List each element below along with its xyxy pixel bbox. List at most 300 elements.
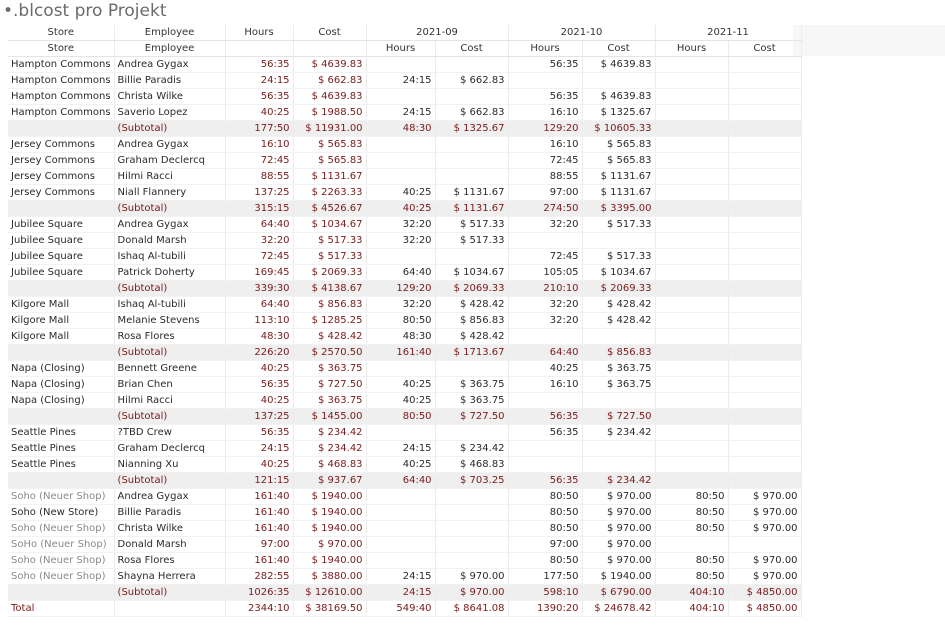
cell-store[interactable]: Total	[8, 601, 114, 617]
cell-2021-11-cost[interactable]	[728, 217, 801, 233]
cell-2021-10-cost[interactable]: $ 10605.33	[582, 121, 655, 137]
cell-2021-11-cost[interactable]	[728, 457, 801, 473]
cell-2021-11-cost[interactable]: $ 4850.00	[728, 585, 801, 601]
cell-hours[interactable]: 56:35	[225, 377, 293, 393]
cell-2021-09-hours[interactable]: 129:20	[366, 281, 435, 297]
cell-employee[interactable]: Patrick Doherty	[114, 265, 225, 281]
cell-hours[interactable]: 161:40	[225, 505, 293, 521]
cell-2021-09-hours[interactable]: 40:25	[366, 377, 435, 393]
cell-hours[interactable]: 56:35	[225, 89, 293, 105]
cell-2021-09-hours[interactable]: 64:40	[366, 473, 435, 489]
cell-employee[interactable]: Hilmi Racci	[114, 169, 225, 185]
cell-2021-11-cost[interactable]: $ 970.00	[728, 505, 801, 521]
cell-2021-10-hours[interactable]: 274:50	[508, 201, 582, 217]
cell-2021-10-cost[interactable]: $ 970.00	[582, 521, 655, 537]
cell-2021-11-cost[interactable]	[728, 137, 801, 153]
cell-2021-11-cost[interactable]	[728, 377, 801, 393]
cell-2021-11-hours[interactable]	[655, 345, 728, 361]
col-header-month-2021-09[interactable]: 2021-09	[366, 25, 508, 41]
cell-2021-11-cost[interactable]	[728, 297, 801, 313]
cell-hours[interactable]: 40:25	[225, 393, 293, 409]
cell-2021-11-cost[interactable]: $ 970.00	[728, 553, 801, 569]
cell-2021-11-hours[interactable]	[655, 57, 728, 73]
cell-employee[interactable]: Graham Declercq	[114, 441, 225, 457]
cell-2021-09-cost[interactable]: $ 970.00	[435, 569, 508, 585]
cell-cost[interactable]: $ 1940.00	[293, 489, 366, 505]
cell-2021-10-hours[interactable]: 210:10	[508, 281, 582, 297]
col-header-hours[interactable]: Hours	[225, 25, 293, 41]
cell-hours[interactable]: 64:40	[225, 217, 293, 233]
cell-store[interactable]	[8, 281, 114, 297]
cell-2021-11-hours[interactable]	[655, 329, 728, 345]
col-header-month-2021-11[interactable]: 2021-11	[655, 25, 801, 41]
cell-hours[interactable]: 97:00	[225, 537, 293, 553]
cell-hours[interactable]: 24:15	[225, 441, 293, 457]
cell-2021-11-hours[interactable]	[655, 425, 728, 441]
cell-2021-11-hours[interactable]	[655, 265, 728, 281]
cell-2021-09-cost[interactable]: $ 727.50	[435, 409, 508, 425]
cell-cost[interactable]: $ 4526.67	[293, 201, 366, 217]
col-header-month-2021-10[interactable]: 2021-10	[508, 25, 655, 41]
cell-store[interactable]	[8, 409, 114, 425]
cell-hours[interactable]: 40:25	[225, 361, 293, 377]
cell-2021-10-hours[interactable]: 80:50	[508, 505, 582, 521]
cell-2021-10-cost[interactable]: $ 517.33	[582, 249, 655, 265]
cell-2021-09-hours[interactable]: 161:40	[366, 345, 435, 361]
cell-store[interactable]: Kilgore Mall	[8, 329, 114, 345]
cell-employee[interactable]: Andrea Gygax	[114, 137, 225, 153]
col-header-employee[interactable]: Employee	[114, 25, 225, 41]
cell-2021-09-cost[interactable]: $ 468.83	[435, 457, 508, 473]
cell-store[interactable]: Jersey Commons	[8, 169, 114, 185]
cell-store[interactable]: Napa (Closing)	[8, 361, 114, 377]
cell-2021-09-cost[interactable]	[435, 553, 508, 569]
cell-2021-11-hours[interactable]	[655, 137, 728, 153]
cell-cost[interactable]: $ 1988.50	[293, 105, 366, 121]
cell-employee[interactable]: Rosa Flores	[114, 329, 225, 345]
cell-2021-09-hours[interactable]: 40:25	[366, 393, 435, 409]
cell-hours[interactable]: 40:25	[225, 457, 293, 473]
cell-2021-10-hours[interactable]: 32:20	[508, 297, 582, 313]
cell-2021-10-hours[interactable]: 56:35	[508, 425, 582, 441]
cell-2021-11-hours[interactable]	[655, 121, 728, 137]
cell-cost[interactable]: $ 1940.00	[293, 505, 366, 521]
cell-hours[interactable]: 282:55	[225, 569, 293, 585]
cell-cost[interactable]: $ 2263.33	[293, 185, 366, 201]
cell-2021-10-cost[interactable]: $ 4639.83	[582, 89, 655, 105]
cell-store[interactable]: Jubilee Square	[8, 233, 114, 249]
cell-2021-09-cost[interactable]: $ 970.00	[435, 585, 508, 601]
cell-hours[interactable]: 1026:35	[225, 585, 293, 601]
cell-2021-11-cost[interactable]	[728, 121, 801, 137]
cell-2021-10-cost[interactable]: $ 428.42	[582, 313, 655, 329]
cell-employee[interactable]: (Subtotal)	[114, 473, 225, 489]
cell-2021-10-hours[interactable]: 80:50	[508, 553, 582, 569]
cell-2021-10-hours[interactable]	[508, 457, 582, 473]
cell-hours[interactable]: 48:30	[225, 329, 293, 345]
cell-2021-11-hours[interactable]	[655, 313, 728, 329]
cell-2021-09-hours[interactable]: 32:20	[366, 217, 435, 233]
cell-2021-11-hours[interactable]	[655, 537, 728, 553]
cell-2021-10-cost[interactable]	[582, 73, 655, 89]
cell-cost[interactable]: $ 363.75	[293, 393, 366, 409]
cell-2021-11-hours[interactable]: 80:50	[655, 505, 728, 521]
col-header-10-hours[interactable]: Hours	[508, 41, 582, 57]
cell-employee[interactable]: Saverio Lopez	[114, 105, 225, 121]
cell-store[interactable]: Kilgore Mall	[8, 313, 114, 329]
col-header-store[interactable]: Store	[8, 25, 114, 41]
cell-2021-11-hours[interactable]	[655, 89, 728, 105]
cell-employee[interactable]: Nianning Xu	[114, 457, 225, 473]
cell-2021-11-cost[interactable]	[728, 57, 801, 73]
cell-cost[interactable]: $ 3880.00	[293, 569, 366, 585]
cell-2021-10-cost[interactable]: $ 234.42	[582, 473, 655, 489]
cell-2021-09-hours[interactable]	[366, 489, 435, 505]
cell-2021-10-cost[interactable]: $ 970.00	[582, 489, 655, 505]
cell-store[interactable]: Hampton Commons	[8, 73, 114, 89]
cell-2021-09-hours[interactable]: 32:20	[366, 297, 435, 313]
cell-employee[interactable]: Donald Marsh	[114, 233, 225, 249]
cell-2021-09-cost[interactable]: $ 2069.33	[435, 281, 508, 297]
cell-store[interactable]: Hampton Commons	[8, 105, 114, 121]
cell-2021-10-hours[interactable]: 80:50	[508, 489, 582, 505]
cell-hours[interactable]: 137:25	[225, 409, 293, 425]
cell-employee[interactable]: Andrea Gygax	[114, 57, 225, 73]
cell-2021-11-hours[interactable]	[655, 441, 728, 457]
cell-2021-09-cost[interactable]: $ 1131.67	[435, 201, 508, 217]
cell-2021-09-hours[interactable]: 80:50	[366, 313, 435, 329]
cell-employee[interactable]: (Subtotal)	[114, 585, 225, 601]
cell-2021-11-cost[interactable]	[728, 233, 801, 249]
cell-2021-10-cost[interactable]: $ 1131.67	[582, 185, 655, 201]
cell-2021-11-cost[interactable]	[728, 169, 801, 185]
cell-2021-11-hours[interactable]	[655, 393, 728, 409]
cell-employee[interactable]: (Subtotal)	[114, 409, 225, 425]
cell-2021-10-hours[interactable]: 16:10	[508, 377, 582, 393]
cell-2021-09-cost[interactable]: $ 428.42	[435, 297, 508, 313]
cell-cost[interactable]: $ 565.83	[293, 137, 366, 153]
cell-2021-09-hours[interactable]: 48:30	[366, 121, 435, 137]
cell-2021-11-hours[interactable]: 80:50	[655, 489, 728, 505]
cell-2021-09-hours[interactable]	[366, 249, 435, 265]
cell-employee[interactable]: Ishaq Al-tubili	[114, 249, 225, 265]
cell-2021-10-cost[interactable]	[582, 233, 655, 249]
cell-cost[interactable]: $ 1940.00	[293, 553, 366, 569]
cell-2021-11-hours[interactable]	[655, 73, 728, 89]
cell-2021-09-hours[interactable]	[366, 169, 435, 185]
cell-employee[interactable]: ?TBD Crew	[114, 425, 225, 441]
cell-store[interactable]: Napa (Closing)	[8, 377, 114, 393]
cell-2021-11-hours[interactable]	[655, 249, 728, 265]
cell-2021-09-hours[interactable]: 32:20	[366, 233, 435, 249]
cell-store[interactable]: Napa (Closing)	[8, 393, 114, 409]
cell-2021-11-cost[interactable]: $ 970.00	[728, 521, 801, 537]
cell-2021-11-cost[interactable]	[728, 537, 801, 553]
cell-2021-10-cost[interactable]: $ 6790.00	[582, 585, 655, 601]
cell-store[interactable]: Jersey Commons	[8, 137, 114, 153]
cell-2021-09-hours[interactable]	[366, 553, 435, 569]
cell-store[interactable]: Jubilee Square	[8, 249, 114, 265]
cell-2021-10-hours[interactable]: 105:05	[508, 265, 582, 281]
cell-store[interactable]: Soho (New Store)	[8, 505, 114, 521]
cell-hours[interactable]: 56:35	[225, 57, 293, 73]
cell-2021-09-cost[interactable]: $ 428.42	[435, 329, 508, 345]
cell-hours[interactable]: 2344:10	[225, 601, 293, 617]
cell-2021-09-hours[interactable]: 549:40	[366, 601, 435, 617]
cell-2021-11-hours[interactable]	[655, 185, 728, 201]
cell-2021-10-hours[interactable]	[508, 441, 582, 457]
cell-hours[interactable]: 16:10	[225, 137, 293, 153]
cell-employee[interactable]: Graham Declercq	[114, 153, 225, 169]
cell-2021-10-hours[interactable]	[508, 73, 582, 89]
cell-hours[interactable]: 32:20	[225, 233, 293, 249]
cell-cost[interactable]: $ 727.50	[293, 377, 366, 393]
cell-2021-11-hours[interactable]	[655, 409, 728, 425]
cell-2021-10-hours[interactable]	[508, 233, 582, 249]
cell-hours[interactable]: 161:40	[225, 553, 293, 569]
cell-2021-09-hours[interactable]	[366, 361, 435, 377]
cell-2021-10-hours[interactable]: 56:35	[508, 89, 582, 105]
cell-2021-09-cost[interactable]	[435, 425, 508, 441]
cell-2021-11-hours[interactable]	[655, 377, 728, 393]
cell-2021-10-hours[interactable]: 97:00	[508, 537, 582, 553]
col-header-09-hours[interactable]: Hours	[366, 41, 435, 57]
cell-store[interactable]: Jubilee Square	[8, 217, 114, 233]
cell-cost[interactable]: $ 4639.83	[293, 57, 366, 73]
cell-hours[interactable]: 315:15	[225, 201, 293, 217]
cell-2021-09-cost[interactable]	[435, 505, 508, 521]
cell-2021-11-hours[interactable]	[655, 281, 728, 297]
cell-2021-10-cost[interactable]: $ 2069.33	[582, 281, 655, 297]
cell-2021-11-hours[interactable]: 80:50	[655, 569, 728, 585]
cell-hours[interactable]: 72:45	[225, 153, 293, 169]
cell-hours[interactable]: 161:40	[225, 521, 293, 537]
cell-cost[interactable]: $ 662.83	[293, 73, 366, 89]
cell-employee[interactable]: Donald Marsh	[114, 537, 225, 553]
cell-2021-09-cost[interactable]	[435, 57, 508, 73]
cell-2021-09-hours[interactable]	[366, 521, 435, 537]
cell-2021-09-hours[interactable]: 40:25	[366, 185, 435, 201]
cell-2021-11-cost[interactable]	[728, 425, 801, 441]
cell-cost[interactable]: $ 1131.67	[293, 169, 366, 185]
cell-2021-10-hours[interactable]: 598:10	[508, 585, 582, 601]
cell-2021-10-cost[interactable]: $ 363.75	[582, 377, 655, 393]
cell-2021-09-cost[interactable]: $ 363.75	[435, 393, 508, 409]
cell-2021-09-cost[interactable]: $ 234.42	[435, 441, 508, 457]
cell-2021-10-cost[interactable]: $ 24678.42	[582, 601, 655, 617]
col-header-employee-2[interactable]: Employee	[114, 41, 225, 57]
cell-store[interactable]: Jersey Commons	[8, 185, 114, 201]
cell-employee[interactable]: Billie Paradis	[114, 73, 225, 89]
cell-2021-10-cost[interactable]: $ 565.83	[582, 137, 655, 153]
cell-cost[interactable]: $ 2570.50	[293, 345, 366, 361]
cell-2021-10-hours[interactable]: 56:35	[508, 57, 582, 73]
cell-2021-11-cost[interactable]	[728, 89, 801, 105]
cell-hours[interactable]: 177:50	[225, 121, 293, 137]
cell-2021-10-hours[interactable]: 40:25	[508, 361, 582, 377]
cell-store[interactable]	[8, 473, 114, 489]
cell-2021-11-hours[interactable]	[655, 473, 728, 489]
cell-2021-09-hours[interactable]: 24:15	[366, 569, 435, 585]
cell-2021-09-cost[interactable]	[435, 137, 508, 153]
cell-2021-09-cost[interactable]: $ 363.75	[435, 377, 508, 393]
cell-employee[interactable]: Rosa Flores	[114, 553, 225, 569]
cell-2021-11-hours[interactable]: 80:50	[655, 521, 728, 537]
cell-2021-09-cost[interactable]: $ 662.83	[435, 105, 508, 121]
cell-employee[interactable]: Hilmi Racci	[114, 393, 225, 409]
cell-2021-11-hours[interactable]	[655, 217, 728, 233]
cell-hours[interactable]: 137:25	[225, 185, 293, 201]
cell-cost[interactable]: $ 970.00	[293, 537, 366, 553]
cell-2021-10-cost[interactable]: $ 3395.00	[582, 201, 655, 217]
cell-store[interactable]	[8, 201, 114, 217]
cell-2021-10-cost[interactable]: $ 1940.00	[582, 569, 655, 585]
cell-2021-09-hours[interactable]: 40:25	[366, 457, 435, 473]
cell-2021-10-hours[interactable]: 97:00	[508, 185, 582, 201]
cell-2021-09-cost[interactable]: $ 1034.67	[435, 265, 508, 281]
cell-hours[interactable]: 56:35	[225, 425, 293, 441]
cell-2021-10-hours[interactable]: 80:50	[508, 521, 582, 537]
cell-employee[interactable]: Niall Flannery	[114, 185, 225, 201]
cell-2021-11-cost[interactable]	[728, 441, 801, 457]
cell-cost[interactable]: $ 234.42	[293, 441, 366, 457]
cell-2021-10-hours[interactable]: 16:10	[508, 105, 582, 121]
cell-store[interactable]: Soho (Neuer Shop)	[8, 553, 114, 569]
cell-2021-11-cost[interactable]	[728, 361, 801, 377]
cell-cost[interactable]: $ 234.42	[293, 425, 366, 441]
cell-hours[interactable]: 121:15	[225, 473, 293, 489]
col-header-11-hours[interactable]: Hours	[655, 41, 728, 57]
cell-store[interactable]: Jersey Commons	[8, 153, 114, 169]
cell-hours[interactable]: 88:55	[225, 169, 293, 185]
cell-2021-10-hours[interactable]	[508, 329, 582, 345]
cell-2021-10-hours[interactable]: 129:20	[508, 121, 582, 137]
cell-2021-10-hours[interactable]: 16:10	[508, 137, 582, 153]
cell-employee[interactable]: (Subtotal)	[114, 201, 225, 217]
cell-2021-11-hours[interactable]	[655, 233, 728, 249]
cell-2021-11-hours[interactable]	[655, 457, 728, 473]
cell-2021-09-hours[interactable]	[366, 425, 435, 441]
cell-2021-11-cost[interactable]	[728, 345, 801, 361]
cell-store[interactable]: Seattle Pines	[8, 441, 114, 457]
cell-2021-10-cost[interactable]: $ 363.75	[582, 361, 655, 377]
col-header-store-2[interactable]: Store	[8, 41, 114, 57]
cell-store[interactable]	[8, 121, 114, 137]
cell-2021-11-hours[interactable]	[655, 361, 728, 377]
cell-hours[interactable]: 226:20	[225, 345, 293, 361]
cell-hours[interactable]: 113:10	[225, 313, 293, 329]
cell-2021-10-cost[interactable]: $ 517.33	[582, 217, 655, 233]
cell-2021-09-cost[interactable]	[435, 89, 508, 105]
cell-store[interactable]: SoHo (Neuer Shop)	[8, 537, 114, 553]
cell-2021-11-cost[interactable]	[728, 409, 801, 425]
cell-employee[interactable]: Melanie Stevens	[114, 313, 225, 329]
cell-store[interactable]: Kilgore Mall	[8, 297, 114, 313]
cell-2021-11-cost[interactable]	[728, 473, 801, 489]
cell-store[interactable]: Soho (Neuer Shop)	[8, 569, 114, 585]
cell-2021-09-cost[interactable]: $ 517.33	[435, 233, 508, 249]
cell-2021-11-cost[interactable]	[728, 105, 801, 121]
cell-2021-09-hours[interactable]	[366, 57, 435, 73]
cell-employee[interactable]: Shayna Herrera	[114, 569, 225, 585]
cell-2021-10-hours[interactable]: 177:50	[508, 569, 582, 585]
cell-2021-10-cost[interactable]	[582, 393, 655, 409]
cell-2021-10-hours[interactable]: 72:45	[508, 249, 582, 265]
cell-store[interactable]	[8, 585, 114, 601]
cell-employee[interactable]: (Subtotal)	[114, 345, 225, 361]
cell-2021-09-cost[interactable]	[435, 361, 508, 377]
cell-2021-11-cost[interactable]	[728, 73, 801, 89]
cell-2021-09-hours[interactable]: 24:15	[366, 73, 435, 89]
cell-employee[interactable]: Brian Chen	[114, 377, 225, 393]
cell-2021-11-hours[interactable]	[655, 169, 728, 185]
cell-2021-10-cost[interactable]	[582, 457, 655, 473]
cell-cost[interactable]: $ 11931.00	[293, 121, 366, 137]
cell-2021-10-cost[interactable]: $ 1325.67	[582, 105, 655, 121]
cell-cost[interactable]: $ 4138.67	[293, 281, 366, 297]
cell-2021-11-cost[interactable]	[728, 265, 801, 281]
cell-store[interactable]: Seattle Pines	[8, 425, 114, 441]
cell-2021-09-cost[interactable]: $ 8641.08	[435, 601, 508, 617]
cell-hours[interactable]: 161:40	[225, 489, 293, 505]
cell-employee[interactable]: Bennett Greene	[114, 361, 225, 377]
cell-2021-11-hours[interactable]: 404:10	[655, 601, 728, 617]
cell-2021-10-cost[interactable]	[582, 329, 655, 345]
cell-2021-10-hours[interactable]: 88:55	[508, 169, 582, 185]
cell-2021-09-hours[interactable]: 24:15	[366, 585, 435, 601]
cell-2021-09-cost[interactable]: $ 517.33	[435, 217, 508, 233]
cell-2021-11-cost[interactable]	[728, 281, 801, 297]
cell-cost[interactable]: $ 517.33	[293, 249, 366, 265]
cell-2021-10-cost[interactable]: $ 856.83	[582, 345, 655, 361]
cell-employee[interactable]: Andrea Gygax	[114, 217, 225, 233]
cell-cost[interactable]: $ 1940.00	[293, 521, 366, 537]
cell-2021-09-cost[interactable]	[435, 169, 508, 185]
cell-2021-09-cost[interactable]	[435, 489, 508, 505]
cell-2021-10-cost[interactable]: $ 565.83	[582, 153, 655, 169]
cell-cost[interactable]: $ 1034.67	[293, 217, 366, 233]
cell-2021-11-hours[interactable]	[655, 153, 728, 169]
cell-cost[interactable]: $ 1455.00	[293, 409, 366, 425]
cell-2021-11-hours[interactable]	[655, 297, 728, 313]
cell-employee[interactable]: (Subtotal)	[114, 121, 225, 137]
cell-cost[interactable]: $ 428.42	[293, 329, 366, 345]
cell-cost[interactable]: $ 12610.00	[293, 585, 366, 601]
cell-hours[interactable]: 339:30	[225, 281, 293, 297]
cell-employee[interactable]	[114, 601, 225, 617]
cell-2021-09-cost[interactable]: $ 1713.67	[435, 345, 508, 361]
cell-2021-09-hours[interactable]: 64:40	[366, 265, 435, 281]
cell-2021-10-hours[interactable]: 32:20	[508, 217, 582, 233]
cell-2021-11-cost[interactable]	[728, 153, 801, 169]
cell-store[interactable]: Hampton Commons	[8, 89, 114, 105]
cell-2021-09-cost[interactable]	[435, 537, 508, 553]
cell-2021-11-hours[interactable]	[655, 105, 728, 121]
cell-2021-09-hours[interactable]: 48:30	[366, 329, 435, 345]
cell-2021-10-hours[interactable]: 32:20	[508, 313, 582, 329]
cell-hours[interactable]: 169:45	[225, 265, 293, 281]
cell-2021-09-cost[interactable]	[435, 153, 508, 169]
cell-2021-09-cost[interactable]: $ 1325.67	[435, 121, 508, 137]
cell-2021-09-hours[interactable]: 24:15	[366, 441, 435, 457]
col-header-10-cost[interactable]: Cost	[582, 41, 655, 57]
col-header-11-cost[interactable]: Cost	[728, 41, 801, 57]
cell-cost[interactable]: $ 856.83	[293, 297, 366, 313]
col-header-09-cost[interactable]: Cost	[435, 41, 508, 57]
cell-employee[interactable]: Billie Paradis	[114, 505, 225, 521]
cell-cost[interactable]: $ 38169.50	[293, 601, 366, 617]
cell-2021-09-cost[interactable]	[435, 521, 508, 537]
